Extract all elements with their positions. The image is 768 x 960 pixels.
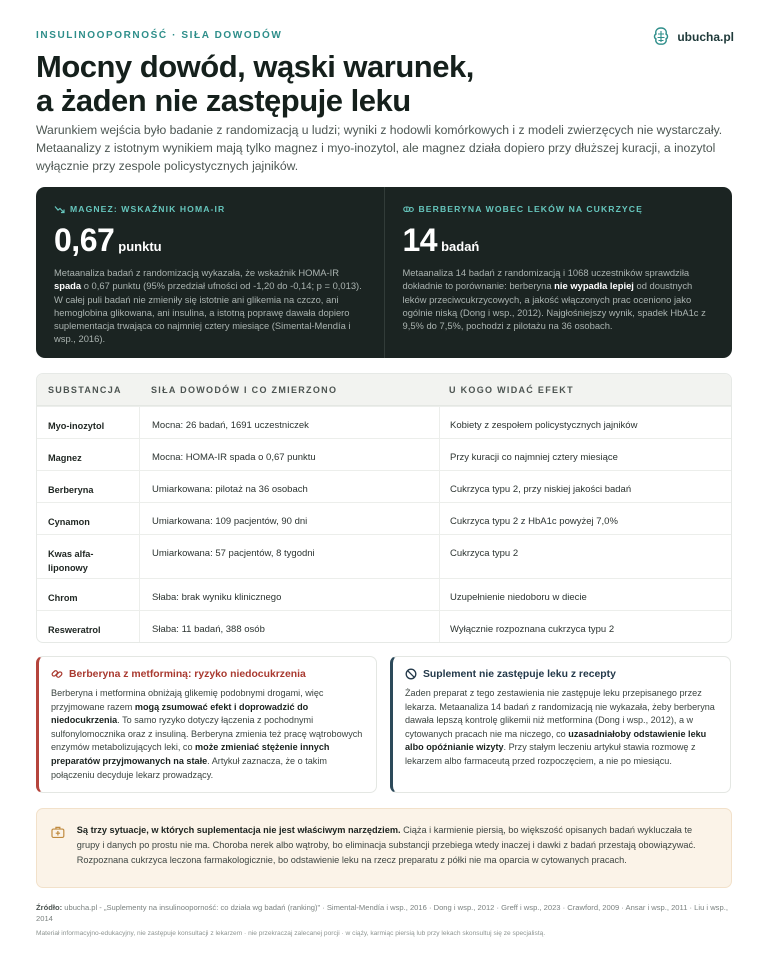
card-title: Suplement nie zastępuje leku z recepty [405,668,718,680]
substance-cell: Kwas alfa-liponowy [48,549,94,573]
info-card-prescription [390,656,731,793]
stat-description: Metaanaliza badań z randomizacją wykazała, że wskaźnik HOMA-IR spada o 0,67 punktu (95% przedział ufności od -1,20 do -0,14; p = 0,013). W całej puli badań nie zmieniły się istotnie ani glikemia na czczo, ani hemoglobina glikowana, ani insulina, a istotną poprawę dawała dopiero suplementacja trwająca co najmniej cztery miesiące (Simental-Mendía i wsp., 2016). [54,267,362,345]
population-cell: Cukrzyca typu 2 [439,535,731,578]
stat-unit: badań [441,239,480,254]
stat-number: 0,67 [54,222,115,258]
trend-down-icon [54,205,65,214]
column-header: U KOGO WIDAĆ EFEKT [449,384,574,395]
link-icon [51,668,63,680]
evidence-cell: Umiarkowana: 109 pacjentów, 90 dni [139,503,439,534]
stat-berberine [384,187,733,358]
table-header [37,374,731,406]
evidence-cell: Słaba: 11 badań, 388 osób [139,611,439,642]
population-cell: Cukrzyca typu 2, przy niskiej jakości badań [439,471,731,502]
column-header: SUBSTANCJA [48,384,122,395]
exclusion-note [36,808,732,888]
substance-cell: Berberyna [48,485,94,495]
lead-paragraph: Warunkiem wejścia było badanie z randomizacją u ludzi; wyniki z hodowli komórkowych i z modeli zwierzęcych nie wystarczały. Metaanalizy z istotnym wynikiem mają tylko magnez i myo-inozytol, ale magnez działa dopiero przy dłuższej kuracji, a inozytol wyłącznie przy zespole policystycznych jajników. [36,123,723,173]
page-title-line-2: a żaden nie zastępuje leku [36,83,411,118]
page-title-line-1: Mocny dowód, wąski warunek, [36,49,474,84]
stats-panel [36,187,732,358]
stat-label: MAGNEZ: WSKAŹNIK HOMA-IR [54,204,366,214]
population-cell: Przy kuracji co najmniej cztery miesiące [439,439,731,470]
substance-cell: Chrom [48,593,78,603]
evidence-cell: Mocna: HOMA-IR spada o 0,67 punktu [139,439,439,470]
stat-value [54,222,366,259]
table-row [37,406,731,438]
column-header: SIŁA DOWODÓW I CO ZMIERZONO [151,384,338,395]
stat-number: 14 [402,222,438,258]
prohibited-icon [405,668,417,680]
substance-cell: Cynamon [48,517,90,527]
first-aid-kit-icon [51,825,65,839]
population-cell: Wyłącznie rozpoznana cukrzyca typu 2 [439,611,731,642]
brand-name: ubucha.pl [677,30,734,44]
evidence-cell: Słaba: brak wyniku klinicznego [139,579,439,610]
warning-card-metformin [36,656,377,793]
stat-magnesium [36,187,384,358]
substance-cell: Myo-inozytol [48,421,105,431]
substance-cell: Resweratrol [48,625,101,635]
eyebrow: INSULINOOPORNOŚĆ · SIŁA DOWODÓW [36,30,283,41]
table-row [37,470,731,502]
table-row [37,610,731,642]
population-cell: Cukrzyca typu 2 z HbA1c powyżej 7,0% [439,503,731,534]
note-text: Są trzy sytuacje, w których suplementacja nie jest właściwym narzędziem. Ciąża i karmienie piersią, bo większość opisanych badań wykluczała te grupy i danych po prostu nie ma. Choroba nerek albo wątroby, bo eliminacja substancji przebiega wtedy inaczej i dawki z badań przestają obowiązywać. Rozpoznana cukrzyca leczona farmakologicznie, bo odstawienie leku na rzecz preparatu z półki nie ma oparcia w cytowanych pracach. [76,825,696,866]
stat-value [403,222,715,259]
brand-logo[interactable] [651,26,734,48]
source-line: Źródło: ubucha.pl - „Suplementy na insulinooporność: co działa wg badań (ranking)” · Simental-Mendía i wsp., 2016 · Dong i wsp., 2012 · Greff i wsp., 2023 · Crawford, 2009 · Ansar i wsp., 2011 · Liu i wsp., 2014 [36,903,728,923]
kombucha-logo-icon [651,26,671,48]
substance-cell: Magnez [48,453,82,463]
table-row [37,438,731,470]
card-text: Berberyna i metformina obniżają glikemię podobnymi drogami, więc przyjmowane razem mogą zsumować efekt i doprowadzić do niedocukrzenia. To samo ryzyko dotyczy łączenia z pochodnymi sulfonylomocznika oraz z insuliną. Berberyna zmienia też pracę wątrobowych enzymów metabolizujących leki, co może zmieniać stężenie innych preparatów przyjmowanych na stałe. Artykuł zaznacza, że o takim połączeniu decyduje lekarz prowadzący. [51,688,363,780]
population-cell: Kobiety z zespołem policystycznych jajników [439,407,731,438]
stat-label: BERBERYNA WOBEC LEKÓW NA CUKRZYCĘ [403,204,715,214]
table-row [37,502,731,534]
disclaimer: Materiał informacyjno-edukacyjny, nie zastępuje konsultacji z lekarzem · nie przekraczaj zalecanej porcji · w ciąży, karmiąc piersią lub przy lekach skonsultuj się ze specjalistą. [36,930,546,937]
card-text: Żaden preparat z tego zestawienia nie zastępuje leku przepisanego przez lekarza. Metaanaliza 14 badań z randomizacją nie wykazała, żeby berberyna dawała lepszą kontrolę glikemii niż metformina (Dong i wsp., 2012), a w cytowanych pracach nie ma niczego, co uzasadniałoby odstawienie leku albo opóźnianie wizyty. Przy stałym leczeniu artykuł stawia rozmowę z lekarzem albo farmaceutą przed rozpoczęciem, a nie po miesiącu. [405,688,715,766]
evidence-cell: Umiarkowana: 57 pacjentów, 8 tygodni [139,535,439,578]
pills-icon [403,205,414,214]
table-row [37,534,731,578]
stat-description: Metaanaliza 14 badań z randomizacją i 1068 uczestników sprawdziła dokładnie to porównanie: berberyna nie wypadła lepiej od doustnych leków przeciwcukrzycowych, a jakość włączonych prac oceniono jako ogólnie niską (Dong i wsp., 2012). Najgłośniejszy wynik, spadek HbA1c z 9,5% do 7,5%, pochodzi z pilotażu na 36 osobach. [402,267,706,332]
stat-unit: punktu [118,239,162,254]
population-cell: Uzupełnienie niedoboru w diecie [439,579,731,610]
evidence-cell: Umiarkowana: pilotaż na 36 osobach [139,471,439,502]
page-title [36,50,636,118]
evidence-cell: Mocna: 26 badań, 1691 uczestniczek [139,407,439,438]
table-row [37,578,731,610]
card-title: Berberyna z metforminą: ryzyko niedocukrzenia [51,668,364,680]
evidence-table [36,373,732,643]
